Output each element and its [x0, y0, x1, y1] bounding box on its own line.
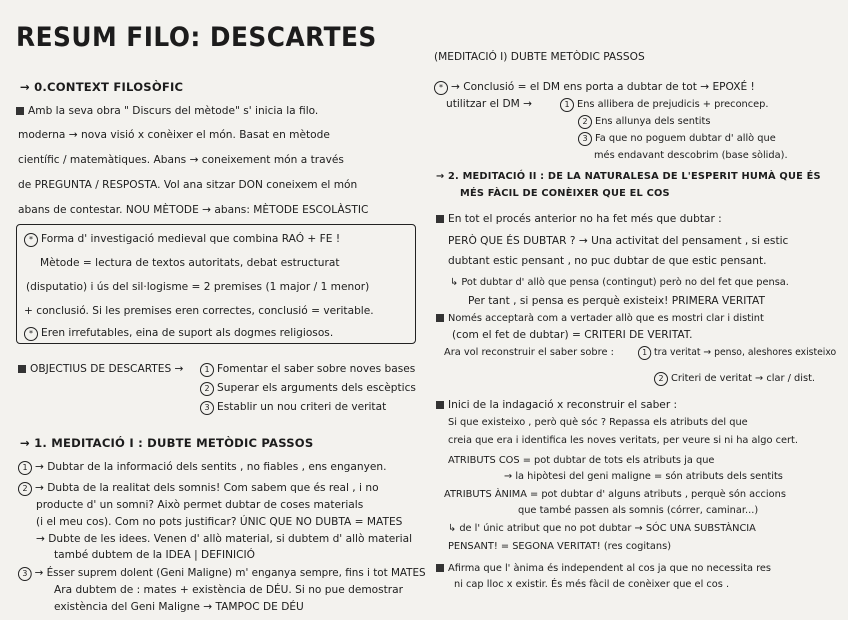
conclusio-item: més endavant descobrim (base sòlida). — [594, 150, 788, 161]
number-1-icon: 1 — [18, 461, 32, 475]
number-2-icon: 2 — [654, 372, 668, 386]
objectiu-item: 2 Superar els arguments dels escèptics — [200, 381, 416, 396]
meditacio2-line: ↳ Pot dubtar d' allò que pensa (contingut) però no del fet que pensa. — [450, 277, 789, 288]
escolastic-line: + conclusió. Si les premises eren correctes, conclusió = veritable. — [24, 305, 374, 317]
meditacio1-line: Ara dubtem de : mates + existència de DÉU. Si no pue demostrar — [54, 584, 404, 596]
context-line: abans de contestar. NOU MÈTODE → abans: MÈTODE ESCOLÀSTIC — [18, 204, 369, 216]
conclusio-line: utilitzar el DM → — [446, 98, 532, 110]
section-context-heading: → 0.CONTEXT FILOSÒFIC — [20, 80, 184, 94]
meditacio1-line: existència del Geni Maligne → TAMPOC DE DÉU — [54, 601, 304, 613]
meditacio2b-line: ni cap lloc x existir. És més fàcil de conèixer que el cos . — [454, 579, 730, 590]
number-2-icon: 2 — [578, 115, 592, 129]
meditacio2b-line: ATRIBUTS ÀNIMA = pot dubtar d' alguns atributs , perquè són accions — [444, 489, 786, 500]
context-line: moderna → nova visió x conèixer el món. Basat en mètode — [18, 129, 330, 141]
meditacio2-line: (com el fet de dubtar) = CRITERI DE VERITAT. — [452, 329, 693, 341]
circle-marker-icon: * — [24, 327, 38, 341]
context-line: científic / matemàtiques. Abans → coneixement món a través — [18, 154, 344, 166]
number-3-icon: 3 — [200, 401, 214, 415]
number-3-icon: 3 — [18, 567, 32, 581]
criteri-item: 2 Criteri de veritat → clar / dist. — [654, 372, 815, 386]
meditacio1-line: → Dubte de les idees. Venen d' allò material, si dubtem d' allò material — [36, 533, 413, 545]
square-bullet-icon — [16, 107, 24, 115]
meditacio2-line: Per tant , si pensa es perquè existeix! PRIMERA VERITAT — [468, 295, 765, 307]
number-1-icon: 1 — [560, 98, 574, 112]
conclusio-item: 2 Ens allunya dels sentits — [578, 115, 710, 129]
page-title: RESUM FILO: DESCARTES — [16, 22, 377, 53]
meditacio2b-line: Si que existeixo , però què sóc ? Repassa els atributs del que — [448, 417, 748, 428]
meditacio2-line: Només acceptarà com a vertader allò que es mostri clar i distint — [436, 312, 764, 326]
meditacio1-line: 3 → Ésser suprem dolent (Geni Maligne) m' enganya sempre, fins i tot MATES — [18, 566, 426, 581]
square-bullet-icon — [436, 564, 444, 572]
meditacio2-line: PERÒ QUE ÉS DUBTAR ? → Una activitat del pensament , si estic — [448, 235, 789, 247]
escolastic-line: Mètode = lectura de textos autoritats, debat estructurat — [40, 257, 340, 269]
number-3-icon: 3 — [578, 132, 592, 146]
meditacio2-line: En tot el procés anterior no ha fet més que dubtar : — [436, 212, 722, 226]
meditacio2b-line: que també passen als somnis (córrer, caminar...) — [518, 505, 759, 516]
square-bullet-icon — [436, 215, 444, 223]
circle-marker-icon: * — [434, 81, 448, 95]
meditacio1-line: també dubtem de la IDEA | DEFINICIÓ — [54, 549, 256, 561]
criteri-item: 1 tra veritat → penso, aleshores existeixo — [638, 346, 836, 360]
meditacio2b-line: Afirma que l' ànima és independent al cos ja que no necessita res — [436, 562, 771, 576]
meditacio2-line: dubtant estic pensant , no puc dubtar de que estic pensant. — [448, 255, 767, 267]
meditacio1-line: 2 → Dubta de la realitat dels somnis! Com sabem que és real , i no — [18, 481, 379, 496]
meditacio1-line: producte d' un somni? Això permet dubtar de coses materials — [36, 499, 364, 511]
circle-marker-icon: * — [24, 233, 38, 247]
continued-heading: (MEDITACIÓ I) DUBTE METÒDIC PASSOS — [434, 51, 645, 63]
number-2-icon: 2 — [200, 382, 214, 396]
meditacio2b-line: PENSANT! = SEGONA VERITAT! (res cogitans) — [448, 541, 672, 552]
objectiu-item: 3 Establir un nou criteri de veritat — [200, 400, 386, 415]
meditacio2b-line: creia que era i identifica les noves veritats, per veure si ni ha algo cert. — [448, 435, 799, 446]
conclusio-item: 1 Ens allibera de prejudicis + preconcep. — [560, 98, 769, 112]
objectius-label: OBJECTIUS DE DESCARTES → — [18, 362, 183, 376]
square-bullet-icon — [18, 365, 26, 373]
escolastic-line: (disputatio) i ús del sil·logisme = 2 premises (1 major / 1 menor) — [26, 281, 370, 293]
meditacio2b-line: ↳ de l' únic atribut que no pot dubtar → SÓC UNA SUBSTÀNCIA — [448, 523, 756, 534]
context-line: Amb la seva obra " Discurs del mètode" s' inicia la filo. — [16, 104, 318, 118]
square-bullet-icon — [436, 314, 444, 322]
escolastic-line: * Eren irrefutables, eina de suport als dogmes religiosos. — [24, 326, 333, 341]
meditacio2b-line: ATRIBUTS COS = pot dubtar de tots els atributs ja que — [448, 455, 715, 466]
conclusio-item: 3 Fa que no poguem dubtar d' allò que — [578, 132, 776, 146]
meditacio2b-line: Inici de la indagació x reconstruir el saber : — [436, 398, 677, 412]
objectiu-item: 1 Fomentar el saber sobre noves bases — [200, 362, 415, 377]
context-line: de PREGUNTA / RESPOSTA. Vol ana sitzar DON coneixem el món — [18, 179, 358, 191]
meditacio2b-line: → la hipòtesi del geni maligne = són atributs dels sentits — [504, 471, 783, 482]
escolastic-line: * Forma d' investigació medieval que combina RAÓ + FE ! — [24, 232, 340, 247]
number-1-icon: 1 — [638, 346, 651, 360]
section-meditacio2-heading: MÉS FÀCIL DE CONÈIXER QUE EL COS — [460, 188, 670, 199]
meditacio1-line: 1 → Dubtar de la informació dels sentits , no fiables , ens enganyen. — [18, 460, 386, 475]
meditacio1-line: (i el meu cos). Com no pots justificar? ÚNIC QUE NO DUBTA = MATES — [36, 516, 403, 528]
meditacio2-line: Ara vol reconstruir el saber sobre : — [444, 347, 614, 358]
section-meditacio2-heading: → 2. MEDITACIÓ II : DE LA NATURALESA DE L'ESPERIT HUMÀ QUE ÉS — [436, 171, 821, 182]
number-1-icon: 1 — [200, 363, 214, 377]
section-meditacio1-heading: → 1. MEDITACIÓ I : DUBTE METÒDIC PASSOS — [20, 436, 314, 450]
number-2-icon: 2 — [18, 482, 32, 496]
conclusio-line: * → Conclusió = el DM ens porta a dubtar de tot → EPOXÉ ! — [434, 80, 755, 95]
square-bullet-icon — [436, 401, 444, 409]
